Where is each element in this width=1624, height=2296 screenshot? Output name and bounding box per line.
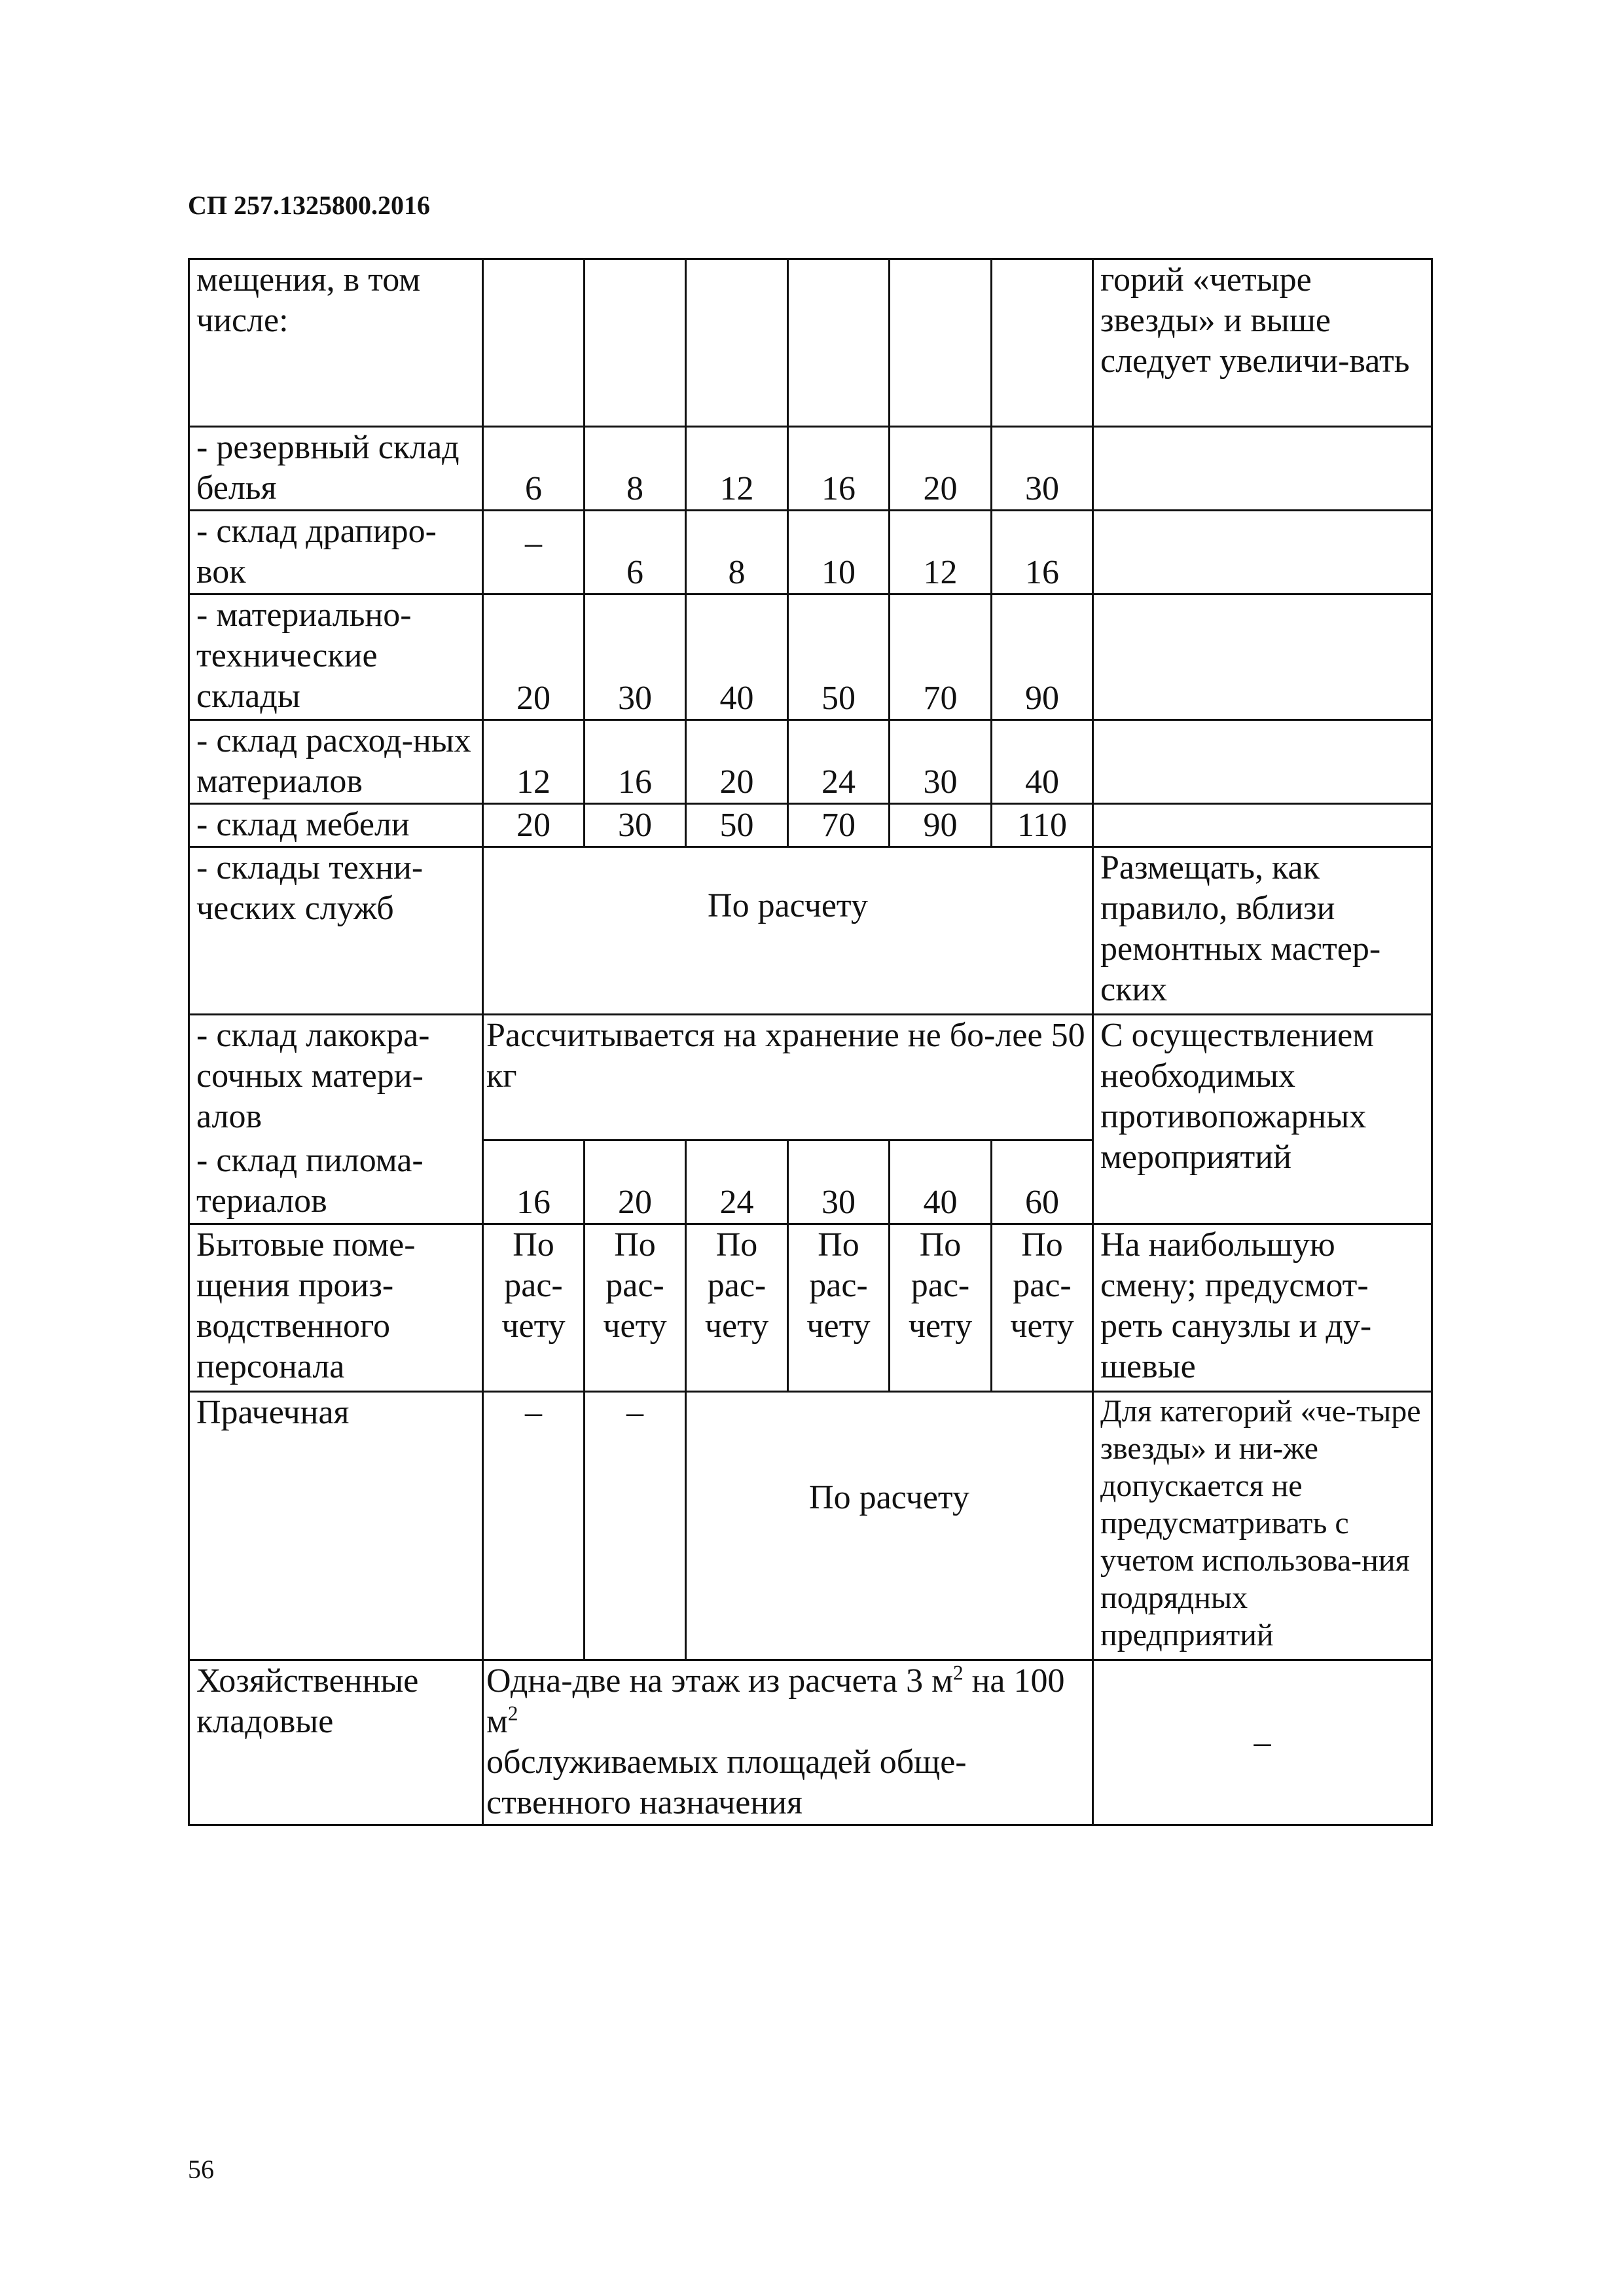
cell-value: 30 bbox=[585, 804, 686, 847]
table-row bbox=[189, 1392, 1432, 1660]
cell-value: 8 bbox=[686, 511, 788, 594]
row-label: мещения, в том числе: bbox=[189, 259, 483, 427]
merged-value: Одна-две на этаж из расчета 3 $м^2$ на 100 $м^2$ обслуживаемых площадей обще-ственного назначения bbox=[483, 1660, 1093, 1825]
row-label: - склад мебели bbox=[189, 804, 483, 847]
cell-value: По рас-чету bbox=[992, 1224, 1093, 1392]
table-row bbox=[189, 1660, 1432, 1825]
row-label: - склад драпиро-вок bbox=[189, 511, 483, 594]
row-label: Хозяйственные кладовые bbox=[189, 1660, 483, 1825]
cell-value: – bbox=[483, 1392, 585, 1660]
row-label: Бытовые поме-щения произ-водственного персонала bbox=[189, 1224, 483, 1392]
cell-value: 20 bbox=[890, 427, 992, 511]
cell-value: – bbox=[483, 511, 585, 594]
row-label: - склад расход-ных материалов bbox=[189, 720, 483, 804]
cell-value: 70 bbox=[788, 804, 890, 847]
table-row bbox=[189, 1224, 1432, 1392]
cell-value: 30 bbox=[788, 1140, 890, 1224]
rooms-table bbox=[188, 258, 1433, 1826]
cell-value: По рас-чету bbox=[585, 1224, 686, 1392]
page-number: 56 bbox=[188, 2155, 214, 2184]
row-note: С осуществлением необходимых противопожарных мероприятий bbox=[1093, 1015, 1432, 1224]
row-label: - склады техни-ческих служб bbox=[189, 847, 483, 1015]
cell-value: 16 bbox=[483, 1140, 585, 1224]
cell-value: 20 bbox=[483, 594, 585, 720]
cell-value: По рас-чету bbox=[483, 1224, 585, 1392]
table-row bbox=[189, 427, 1432, 511]
row-note: горий «четыре звезды» и выше следует увеличи-вать bbox=[1093, 259, 1432, 427]
document-header: СП 257.1325800.2016 bbox=[188, 191, 430, 220]
table-row bbox=[189, 720, 1432, 804]
cell-value: 20 bbox=[686, 720, 788, 804]
cell-value: 10 bbox=[788, 511, 890, 594]
cell-value: 16 bbox=[585, 720, 686, 804]
cell-value: 6 bbox=[585, 511, 686, 594]
cell-value: 50 bbox=[788, 594, 890, 720]
cell-value: 24 bbox=[788, 720, 890, 804]
cell-value: 16 bbox=[992, 511, 1093, 594]
merged-value: По расчету bbox=[686, 1392, 1093, 1660]
row-note: – bbox=[1093, 1660, 1432, 1825]
cell-value: 30 bbox=[992, 427, 1093, 511]
cell-value: По рас-чету bbox=[788, 1224, 890, 1392]
row-label: - склад лакокра-сочных матери-алов bbox=[189, 1015, 483, 1140]
table-row bbox=[189, 594, 1432, 720]
cell-value: 12 bbox=[483, 720, 585, 804]
cell-value: 8 bbox=[585, 427, 686, 511]
table-row bbox=[189, 847, 1432, 1015]
cell-value: 30 bbox=[890, 720, 992, 804]
cell-value: По рас-чету bbox=[890, 1224, 992, 1392]
cell-value: 30 bbox=[585, 594, 686, 720]
cell-value: 60 bbox=[992, 1140, 1093, 1224]
cell-value: 24 bbox=[686, 1140, 788, 1224]
merged-value: Рассчитывается на хранение не бо-лее 50 кг bbox=[483, 1015, 1093, 1140]
cell-value: По рас-чету bbox=[686, 1224, 788, 1392]
table-row bbox=[189, 511, 1432, 594]
cell-value: 16 bbox=[788, 427, 890, 511]
table-row bbox=[189, 259, 1432, 427]
cell-value: 70 bbox=[890, 594, 992, 720]
cell-value: 12 bbox=[686, 427, 788, 511]
merged-value: По расчету bbox=[483, 847, 1093, 1015]
row-note: Для категорий «че-тыре звезды» и ни-же допускается не предусматривать с учетом использова-ния подрядных предприятий bbox=[1093, 1392, 1432, 1660]
cell-value: 40 bbox=[686, 594, 788, 720]
cell-value: 6 bbox=[483, 427, 585, 511]
cell-value: 12 bbox=[890, 511, 992, 594]
row-label: Прачечная bbox=[189, 1392, 483, 1660]
cell-value: 110 bbox=[992, 804, 1093, 847]
row-label: - материально-технические склады bbox=[189, 594, 483, 720]
cell-value: 50 bbox=[686, 804, 788, 847]
cell-value: – bbox=[585, 1392, 686, 1660]
cell-value: 20 bbox=[585, 1140, 686, 1224]
cell-value: 90 bbox=[890, 804, 992, 847]
cell-value: 40 bbox=[992, 720, 1093, 804]
cell-value: 90 bbox=[992, 594, 1093, 720]
row-label: - резервный склад белья bbox=[189, 427, 483, 511]
row-label: - склад пилома-териалов bbox=[189, 1140, 483, 1224]
cell-value: 40 bbox=[890, 1140, 992, 1224]
row-note: На наибольшую смену; предусмот-реть санузлы и ду-шевые bbox=[1093, 1224, 1432, 1392]
row-note: Размещать, как правило, вблизи ремонтных мастер-ских bbox=[1093, 847, 1432, 1015]
table-row bbox=[189, 804, 1432, 847]
table-row bbox=[189, 1015, 1432, 1140]
cell-value: 20 bbox=[483, 804, 585, 847]
